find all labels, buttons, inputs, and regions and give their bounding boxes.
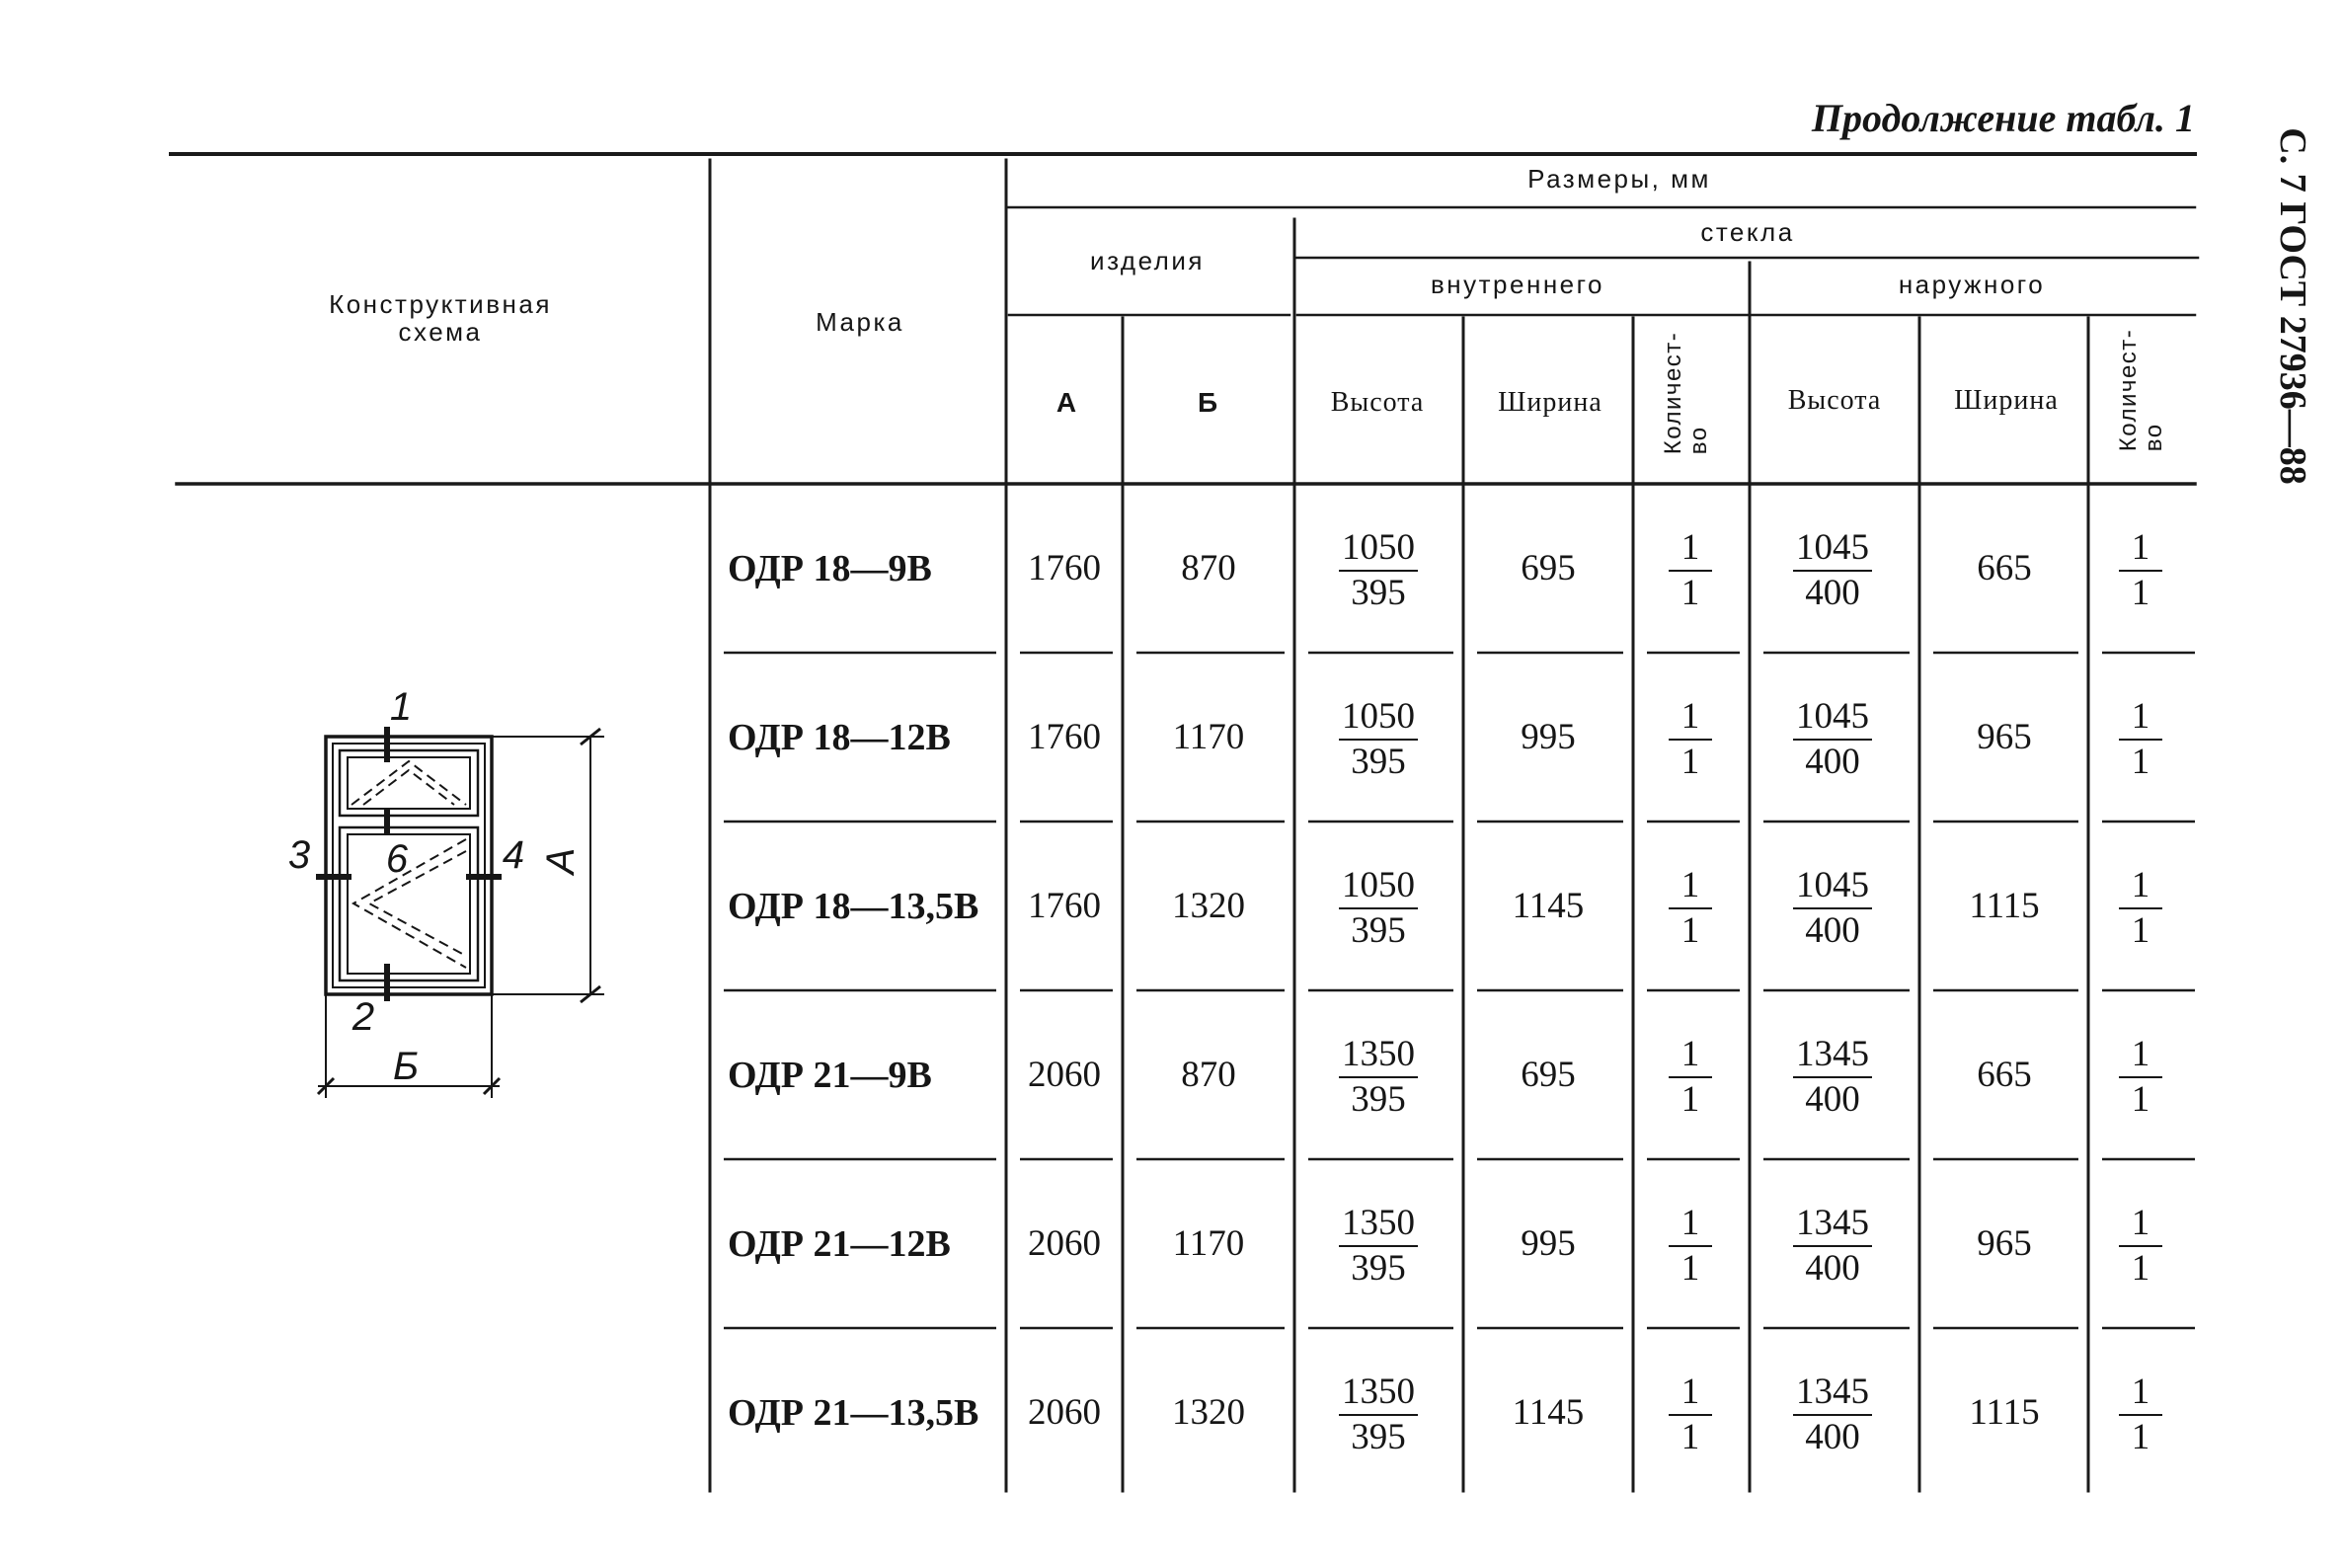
fraction-bar bbox=[1339, 1245, 1418, 1247]
cell-inner-glass-quantity bbox=[1669, 864, 1712, 951]
fraction-bar bbox=[1793, 1076, 1872, 1078]
header-outer-width: Ширина bbox=[1954, 385, 2059, 416]
fraction-bar bbox=[1793, 1414, 1872, 1416]
cell-mark: ОДР 18—9В bbox=[728, 547, 932, 589]
fraction-denominator: 395 bbox=[1351, 1416, 1406, 1457]
cell-outer-glass-width: 1115 bbox=[1969, 885, 2040, 926]
fraction-bar bbox=[1339, 570, 1418, 572]
cell-outer-glass-quantity bbox=[2119, 1202, 2162, 1289]
cell-inner-glass-height bbox=[1339, 695, 1418, 782]
callout-label-4: 4 bbox=[502, 833, 525, 877]
fraction-denominator: 400 bbox=[1805, 1078, 1860, 1120]
fraction-denominator: 400 bbox=[1805, 1416, 1860, 1457]
fraction-bar bbox=[1339, 739, 1418, 741]
fraction-denominator: 1 bbox=[2131, 741, 2150, 782]
cell-outer-glass-width: 665 bbox=[1977, 1054, 2032, 1095]
cell-outer-glass-quantity bbox=[2119, 864, 2162, 951]
cell-size-b: 1170 bbox=[1172, 716, 1245, 757]
fraction-denominator: 400 bbox=[1805, 572, 1860, 613]
fraction-bar bbox=[2119, 907, 2162, 909]
fraction-numerator: 1345 bbox=[1796, 1371, 1869, 1412]
fraction-bar bbox=[1669, 739, 1712, 741]
cell-outer-glass-quantity bbox=[2119, 1033, 2162, 1120]
fraction-denominator: 1 bbox=[1680, 572, 1700, 613]
fraction-denominator: 1 bbox=[1680, 1247, 1700, 1289]
fraction-bar bbox=[1669, 1245, 1712, 1247]
header-construction-scheme bbox=[329, 290, 552, 346]
cell-inner-glass-quantity bbox=[1669, 526, 1712, 613]
fraction-denominator: 395 bbox=[1351, 909, 1406, 951]
dimension-label-height: А bbox=[539, 847, 583, 875]
transom-opening-mark-inner bbox=[363, 770, 454, 805]
cell-outer-glass-height bbox=[1793, 695, 1872, 782]
fraction-numerator: 1 bbox=[2131, 864, 2150, 905]
cell-size-b: 870 bbox=[1181, 547, 1236, 588]
cell-inner-glass-width: 995 bbox=[1521, 716, 1576, 757]
fraction-denominator: 1 bbox=[1680, 909, 1700, 951]
cell-outer-glass-height bbox=[1793, 1373, 1872, 1456]
fraction-bar bbox=[1793, 907, 1872, 909]
header-outer-quantity-line-1: Количест- bbox=[2115, 328, 2142, 452]
fraction-numerator: 1 bbox=[2131, 526, 2150, 568]
header-inner-width: Ширина bbox=[1498, 387, 1602, 418]
cell-inner-glass-height bbox=[1339, 1202, 1418, 1289]
fraction-bar bbox=[1793, 739, 1872, 741]
cell-size-a: 1760 bbox=[1028, 885, 1101, 926]
fraction-bar bbox=[1793, 570, 1872, 572]
fraction-bar bbox=[1339, 907, 1418, 909]
callout-label-6: 6 bbox=[385, 837, 409, 881]
callout-label-3: 3 bbox=[287, 833, 311, 877]
fraction-denominator: 395 bbox=[1351, 741, 1406, 782]
header-inner-quantity-line-2: во bbox=[1685, 426, 1712, 455]
fraction-bar bbox=[2119, 570, 2162, 572]
cell-inner-glass-height bbox=[1339, 526, 1418, 613]
header-scheme-line-1: Конструктивная bbox=[329, 289, 552, 319]
header-dimensions: Размеры, мм bbox=[1527, 164, 1711, 194]
fraction-denominator: 1 bbox=[2131, 909, 2150, 951]
cell-inner-glass-width: 1145 bbox=[1512, 1391, 1585, 1433]
callout-label-1: 1 bbox=[389, 685, 413, 729]
fraction-numerator: 1 bbox=[2131, 1033, 2150, 1074]
cell-size-a: 2060 bbox=[1028, 1391, 1101, 1433]
cell-mark: ОДР 18—12В bbox=[728, 716, 951, 758]
cell-outer-glass-height bbox=[1793, 1202, 1872, 1289]
fraction-bar bbox=[1339, 1414, 1418, 1416]
fraction-numerator: 1 bbox=[1680, 695, 1700, 737]
fraction-denominator: 1 bbox=[1680, 1078, 1700, 1120]
main-sash-inner bbox=[348, 834, 470, 974]
cell-inner-glass-height bbox=[1339, 864, 1418, 951]
header-outer-quantity-line-2: во bbox=[2141, 423, 2167, 452]
cell-size-a: 1760 bbox=[1028, 716, 1101, 757]
cell-size-a: 1760 bbox=[1028, 547, 1101, 588]
fraction-numerator: 1050 bbox=[1342, 526, 1415, 568]
fraction-numerator: 1350 bbox=[1342, 1371, 1415, 1412]
cell-size-b: 1320 bbox=[1172, 885, 1245, 926]
cell-outer-glass-height bbox=[1793, 864, 1872, 951]
fraction-numerator: 1 bbox=[1680, 1371, 1700, 1412]
fraction-numerator: 1 bbox=[1680, 526, 1700, 568]
fraction-denominator: 1 bbox=[2131, 1078, 2150, 1120]
cell-outer-glass-quantity bbox=[2119, 695, 2162, 782]
cell-size-b: 1320 bbox=[1172, 1391, 1245, 1433]
fraction-denominator: 400 bbox=[1805, 1247, 1860, 1289]
fraction-numerator: 1045 bbox=[1796, 526, 1869, 568]
header-inner-height: Высота bbox=[1330, 387, 1425, 418]
fraction-numerator: 1350 bbox=[1342, 1202, 1415, 1243]
fraction-numerator: 1050 bbox=[1342, 695, 1415, 737]
callout-label-2: 2 bbox=[352, 995, 375, 1039]
header-size-a: А bbox=[1055, 387, 1077, 418]
fraction-numerator: 1 bbox=[1680, 1202, 1700, 1243]
cell-mark: ОДР 21—13,5В bbox=[728, 1391, 979, 1434]
cell-size-a: 2060 bbox=[1028, 1054, 1101, 1095]
frame-outer-outline bbox=[326, 737, 492, 994]
fraction-numerator: 1345 bbox=[1796, 1202, 1869, 1243]
header-inner-quantity bbox=[1661, 332, 1712, 455]
fraction-bar bbox=[2119, 739, 2162, 741]
header-inner-glass: внутреннего bbox=[1430, 270, 1605, 299]
cell-inner-glass-height bbox=[1339, 1033, 1418, 1120]
fraction-denominator: 395 bbox=[1351, 1078, 1406, 1120]
fraction-denominator: 1 bbox=[2131, 572, 2150, 613]
cell-inner-glass-height bbox=[1339, 1373, 1418, 1456]
fraction-numerator: 1 bbox=[2131, 1371, 2150, 1412]
fraction-bar bbox=[1669, 570, 1712, 572]
header-product: изделия bbox=[1090, 246, 1205, 275]
cell-size-b: 1170 bbox=[1172, 1222, 1245, 1264]
fraction-bar bbox=[2119, 1076, 2162, 1078]
fraction-bar bbox=[1669, 1076, 1712, 1078]
header-inner-quantity-line-1: Количест- bbox=[1660, 331, 1686, 455]
fraction-numerator: 1045 bbox=[1796, 864, 1869, 905]
fraction-bar bbox=[1669, 907, 1712, 909]
fraction-denominator: 1 bbox=[2131, 1247, 2150, 1289]
cell-inner-glass-width: 695 bbox=[1521, 547, 1576, 588]
fraction-denominator: 1 bbox=[1680, 741, 1700, 782]
fraction-numerator: 1 bbox=[1680, 864, 1700, 905]
cell-inner-glass-quantity bbox=[1669, 1033, 1712, 1120]
header-outer-height: Высота bbox=[1787, 385, 1882, 416]
cell-inner-glass-quantity bbox=[1669, 1202, 1712, 1289]
cell-outer-glass-width: 665 bbox=[1977, 547, 2032, 588]
fraction-denominator: 395 bbox=[1351, 572, 1406, 613]
fraction-numerator: 1 bbox=[2131, 695, 2150, 737]
fraction-bar bbox=[2119, 1414, 2162, 1416]
fraction-numerator: 1045 bbox=[1796, 695, 1869, 737]
cell-outer-glass-width: 1115 bbox=[1969, 1391, 2040, 1433]
cell-outer-glass-quantity bbox=[2119, 526, 2162, 613]
main-sash-outer bbox=[340, 827, 478, 980]
table-continuation-label: Продолжение табл. 1 bbox=[1811, 96, 2195, 140]
transom-opening-mark-outer bbox=[352, 761, 466, 805]
header-glass: стекла bbox=[1700, 217, 1795, 247]
standard-page-header: С. 7 ГОСТ 27936—88 bbox=[2272, 127, 2313, 485]
dimension-label-width: Б bbox=[392, 1045, 420, 1088]
header-mark: Марка bbox=[816, 307, 904, 337]
fraction-denominator: 400 bbox=[1805, 741, 1860, 782]
cell-mark: ОДР 21—12В bbox=[728, 1222, 951, 1265]
fraction-numerator: 1 bbox=[1680, 1033, 1700, 1074]
frame-inner-outline bbox=[333, 744, 485, 987]
cell-inner-glass-width: 695 bbox=[1521, 1054, 1576, 1095]
fraction-denominator: 1 bbox=[1680, 1416, 1700, 1457]
header-outer-glass: наружного bbox=[1898, 270, 2046, 299]
fraction-denominator: 1 bbox=[2131, 1416, 2150, 1457]
cell-mark: ОДР 18—13,5В bbox=[728, 885, 979, 927]
fraction-bar bbox=[1339, 1076, 1418, 1078]
cell-mark: ОДР 21—9В bbox=[728, 1054, 932, 1096]
construction-scheme-diagram bbox=[288, 685, 604, 1098]
cell-inner-glass-quantity bbox=[1669, 695, 1712, 782]
fraction-denominator: 395 bbox=[1351, 1247, 1406, 1289]
header-scheme-line-2: схема bbox=[398, 317, 483, 347]
cell-outer-glass-height bbox=[1793, 526, 1872, 613]
cell-inner-glass-quantity bbox=[1669, 1373, 1712, 1456]
cell-outer-glass-width: 965 bbox=[1977, 716, 2032, 757]
cell-inner-glass-width: 1145 bbox=[1512, 885, 1585, 926]
header-outer-quantity bbox=[2116, 329, 2167, 452]
cell-outer-glass-width: 965 bbox=[1977, 1222, 2032, 1264]
transom-sash-inner bbox=[348, 757, 470, 809]
cell-size-b: 870 bbox=[1181, 1054, 1236, 1095]
fraction-numerator: 1 bbox=[2131, 1202, 2150, 1243]
header-size-b: Б bbox=[1197, 387, 1218, 418]
fraction-numerator: 1345 bbox=[1796, 1033, 1869, 1074]
fraction-denominator: 400 bbox=[1805, 909, 1860, 951]
fraction-bar bbox=[1793, 1245, 1872, 1247]
cell-inner-glass-width: 995 bbox=[1521, 1222, 1576, 1264]
cell-size-a: 2060 bbox=[1028, 1222, 1101, 1264]
cell-outer-glass-quantity bbox=[2119, 1373, 2162, 1456]
fraction-bar bbox=[1669, 1414, 1712, 1416]
fraction-bar bbox=[2119, 1245, 2162, 1247]
fraction-numerator: 1350 bbox=[1342, 1033, 1415, 1074]
cell-outer-glass-height bbox=[1793, 1033, 1872, 1120]
fraction-numerator: 1050 bbox=[1342, 864, 1415, 905]
